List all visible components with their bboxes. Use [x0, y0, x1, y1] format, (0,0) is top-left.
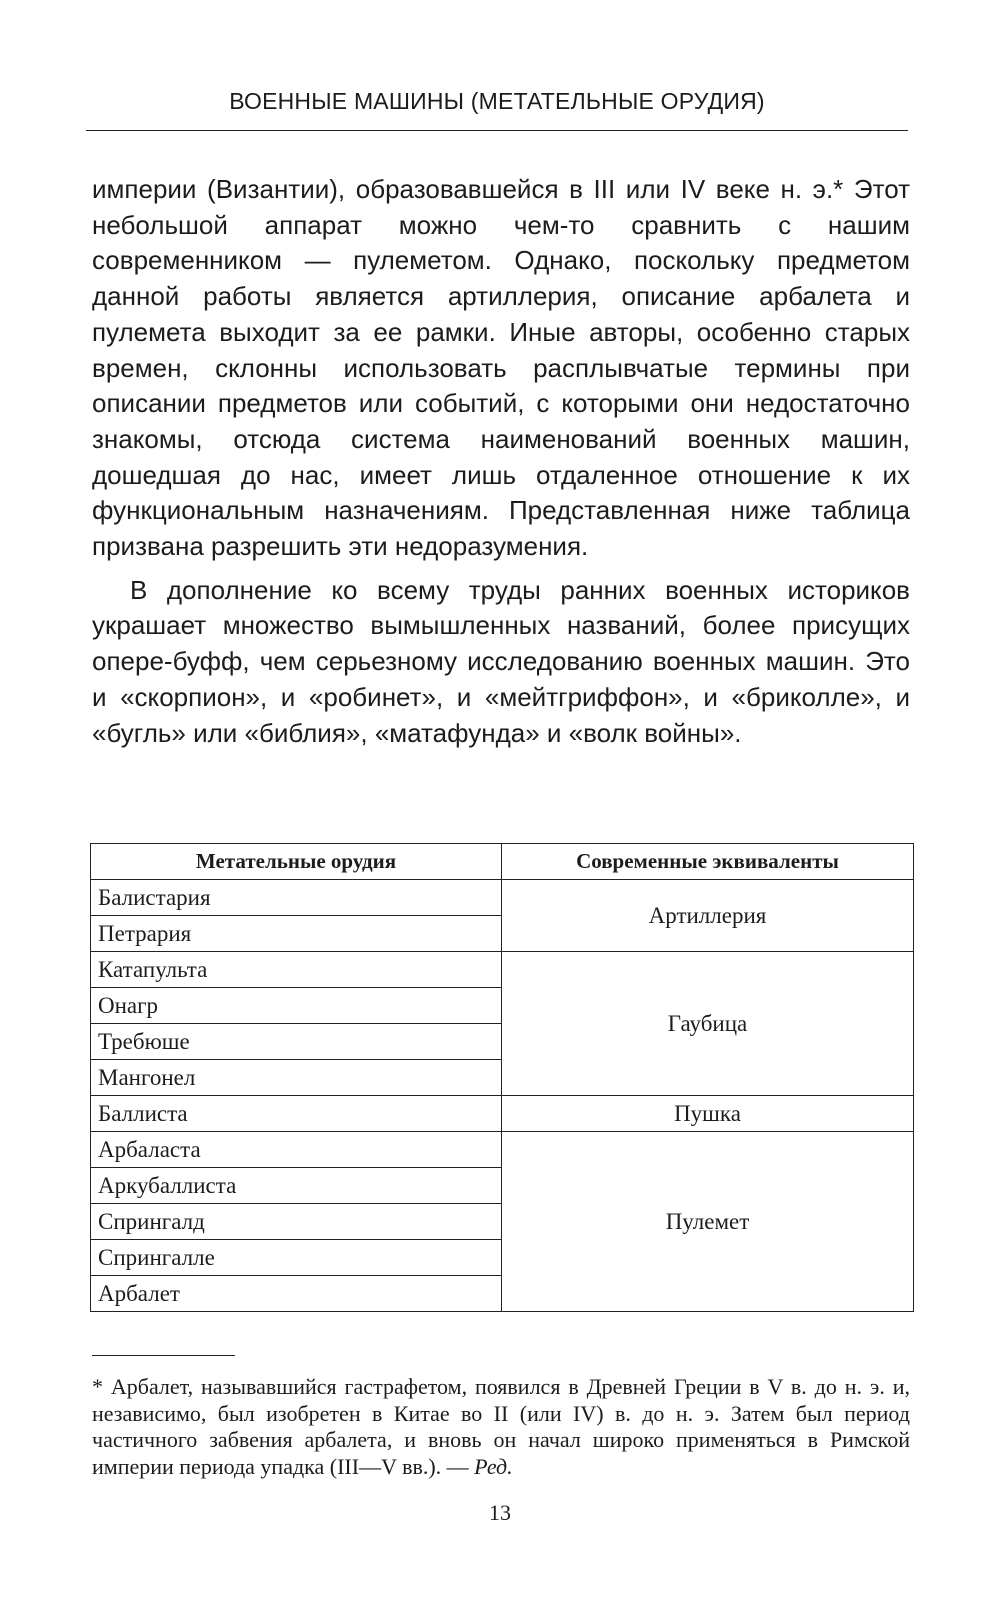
table-header-row	[91, 844, 914, 880]
weapon-cell: Катапульта	[91, 952, 502, 988]
weapon-cell: Арбаласта	[91, 1132, 502, 1168]
paragraph-1: империи (Византии), образовавшейся в III или IV веке н. э.* Этот небольшой аппарат можно чем-то сравнить с нашим современником — пулеметом. Однако, поскольку предметом данной работы является артиллерия, описание арбалета и пулемета выходит за ее рамки. Иные авторы, особенно старых времен, склонны использовать расплывчатые термины при описании предметов или событий, с которыми они недостаточно знакомы, отсюда система наименований военных машин, дошедшая до нас, имеет лишь отдаленное отношение к их функциональным назначениям. Представленная ниже таблица призвана разрешить эти недоразумения.	[92, 174, 910, 562]
header-rule	[86, 130, 908, 131]
paragraph-2: В дополнение ко всему труды ранних военных историков украшает множество вымышленных названий, более присущих опере-буфф, чем серьезному исследованию военных машин. Это и «скорпион», и «робинет», и «мейтгриффон», и «бриколле», и «бугль» или «библия», «матафунда» и «волк войны».	[92, 574, 910, 748]
equivalent-cell: Пушка	[502, 1096, 914, 1132]
footnote-rule	[92, 1355, 235, 1356]
table-row	[91, 1096, 914, 1132]
equivalent-cell: Гаубица	[502, 952, 914, 1096]
weapon-cell: Петрария	[91, 916, 502, 952]
table-row	[91, 952, 914, 988]
footnote	[92, 1374, 910, 1480]
equivalent-cell: Пулемет	[502, 1132, 914, 1312]
weapon-cell: Арбалет	[91, 1276, 502, 1312]
running-title: ВОЕННЫЕ МАШИНЫ (МЕТАТЕЛЬНЫЕ ОРУДИЯ)	[229, 88, 765, 114]
weapon-cell: Балистария	[91, 880, 502, 916]
footnote-signature: Ред.	[474, 1453, 513, 1479]
body-text	[92, 172, 910, 751]
weapon-cell: Аркубаллиста	[91, 1168, 502, 1204]
page-number: 13	[489, 1500, 511, 1525]
header-throwing-weapons: Метательные орудия	[91, 844, 502, 880]
footnote-text: * Арбалет, называвшийся гастрафетом, появился в Древней Греции в V в. до н. э. и, независимо, был изобретен в Китае во II (или IV) в. до н. э. Затем был период частичного забвения арбалета, и вновь он начал широко применяться в Римской империи периода упадка (III—V вв.). —	[92, 1374, 910, 1479]
weapon-cell: Онагр	[91, 988, 502, 1024]
table-row	[91, 1132, 914, 1168]
weapon-cell: Спрингалд	[91, 1204, 502, 1240]
weapons-table	[90, 843, 914, 1312]
weapon-cell: Мангонел	[91, 1060, 502, 1096]
weapon-cell: Спрингалле	[91, 1240, 502, 1276]
header-modern-equivalents: Современные эквиваленты	[502, 844, 914, 880]
equivalent-cell: Артиллерия	[502, 880, 914, 952]
weapon-cell: Требюше	[91, 1024, 502, 1060]
table-row	[91, 880, 914, 916]
weapon-cell: Баллиста	[91, 1096, 502, 1132]
